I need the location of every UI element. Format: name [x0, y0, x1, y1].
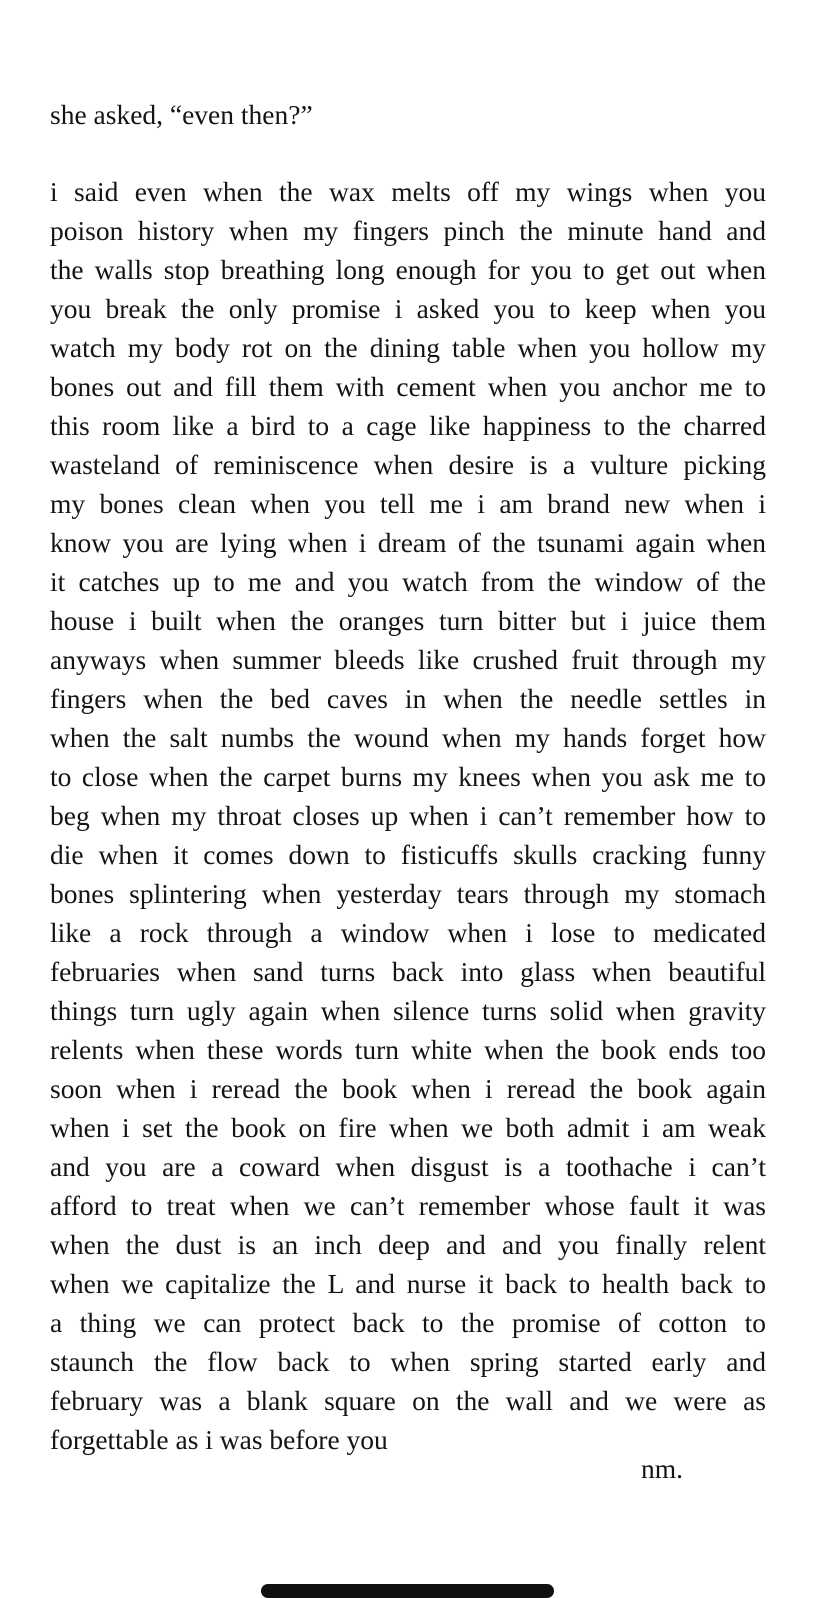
- poem-line: wasteland of reminiscence when desire is a vulture picking: [50, 449, 766, 480]
- poem-line: i said even when the wax melts off my wings when you: [50, 176, 766, 207]
- poem-line: a thing we can protect back to the promise of cotton to: [50, 1307, 766, 1338]
- poem-line: fingers when the bed caves in when the needle settles in: [50, 683, 766, 714]
- poem-line: afford to treat when we can’t remember whose fault it was: [50, 1190, 766, 1221]
- poem-line: february was a blank square on the wall and we were as: [50, 1385, 766, 1416]
- poem-line: this room like a bird to a cage like happiness to the charred: [50, 410, 766, 441]
- poem-line: watch my body rot on the dining table when you hollow my: [50, 332, 766, 363]
- poem-line: things turn ugly again when silence turns solid when gravity: [50, 995, 766, 1026]
- poem-line: februaries when sand turns back into glass when beautiful: [50, 956, 766, 987]
- poem-line: my bones clean when you tell me i am brand new when i: [50, 488, 766, 519]
- poem-line: beg when my throat closes up when i can’t remember how to: [50, 800, 766, 831]
- poem-line: when the dust is an inch deep and and you finally relent: [50, 1229, 766, 1260]
- poem-line: poison history when my fingers pinch the minute hand and: [50, 215, 766, 246]
- poem-line: soon when i reread the book when i reread the book again: [50, 1073, 766, 1104]
- poem-line: when the salt numbs the wound when my hands forget how: [50, 722, 766, 753]
- poem-line: to close when the carpet burns my knees when you ask me to: [50, 761, 766, 792]
- poem-line: house i built when the oranges turn bitter but i juice them: [50, 605, 766, 636]
- poem-line: bones splintering when yesterday tears through my stomach: [50, 878, 766, 909]
- poem-line: relents when these words turn white when the book ends too: [50, 1034, 766, 1065]
- poem-line: staunch the flow back to when spring started early and: [50, 1346, 766, 1377]
- author-signature: nm.: [641, 1453, 684, 1484]
- poem-line: when i set the book on fire when we both admit i am weak: [50, 1112, 766, 1143]
- poem-line: die when it comes down to fisticuffs skulls cracking funny: [50, 839, 766, 870]
- poem-line: anyways when summer bleeds like crushed fruit through my: [50, 644, 766, 675]
- poem-line: know you are lying when i dream of the tsunami again when: [50, 527, 766, 558]
- poem-line: when we capitalize the L and nurse it back to health back to: [50, 1268, 766, 1299]
- poem-body: [50, 172, 766, 1459]
- poem-line: you break the only promise i asked you to keep when you: [50, 293, 766, 324]
- opening-line: she asked, “even then?”: [50, 99, 313, 130]
- poem-line: forgettable as i was before you: [50, 1424, 388, 1455]
- home-indicator-bar[interactable]: [261, 1584, 554, 1598]
- poem-line: it catches up to me and you watch from the window of the: [50, 566, 766, 597]
- poem-line: like a rock through a window when i lose to medicated: [50, 917, 766, 948]
- poem-line: the walls stop breathing long enough for you to get out when: [50, 254, 766, 285]
- poem-line: and you are a coward when disgust is a toothache i can’t: [50, 1151, 766, 1182]
- poem-line: bones out and fill them with cement when you anchor me to: [50, 371, 766, 402]
